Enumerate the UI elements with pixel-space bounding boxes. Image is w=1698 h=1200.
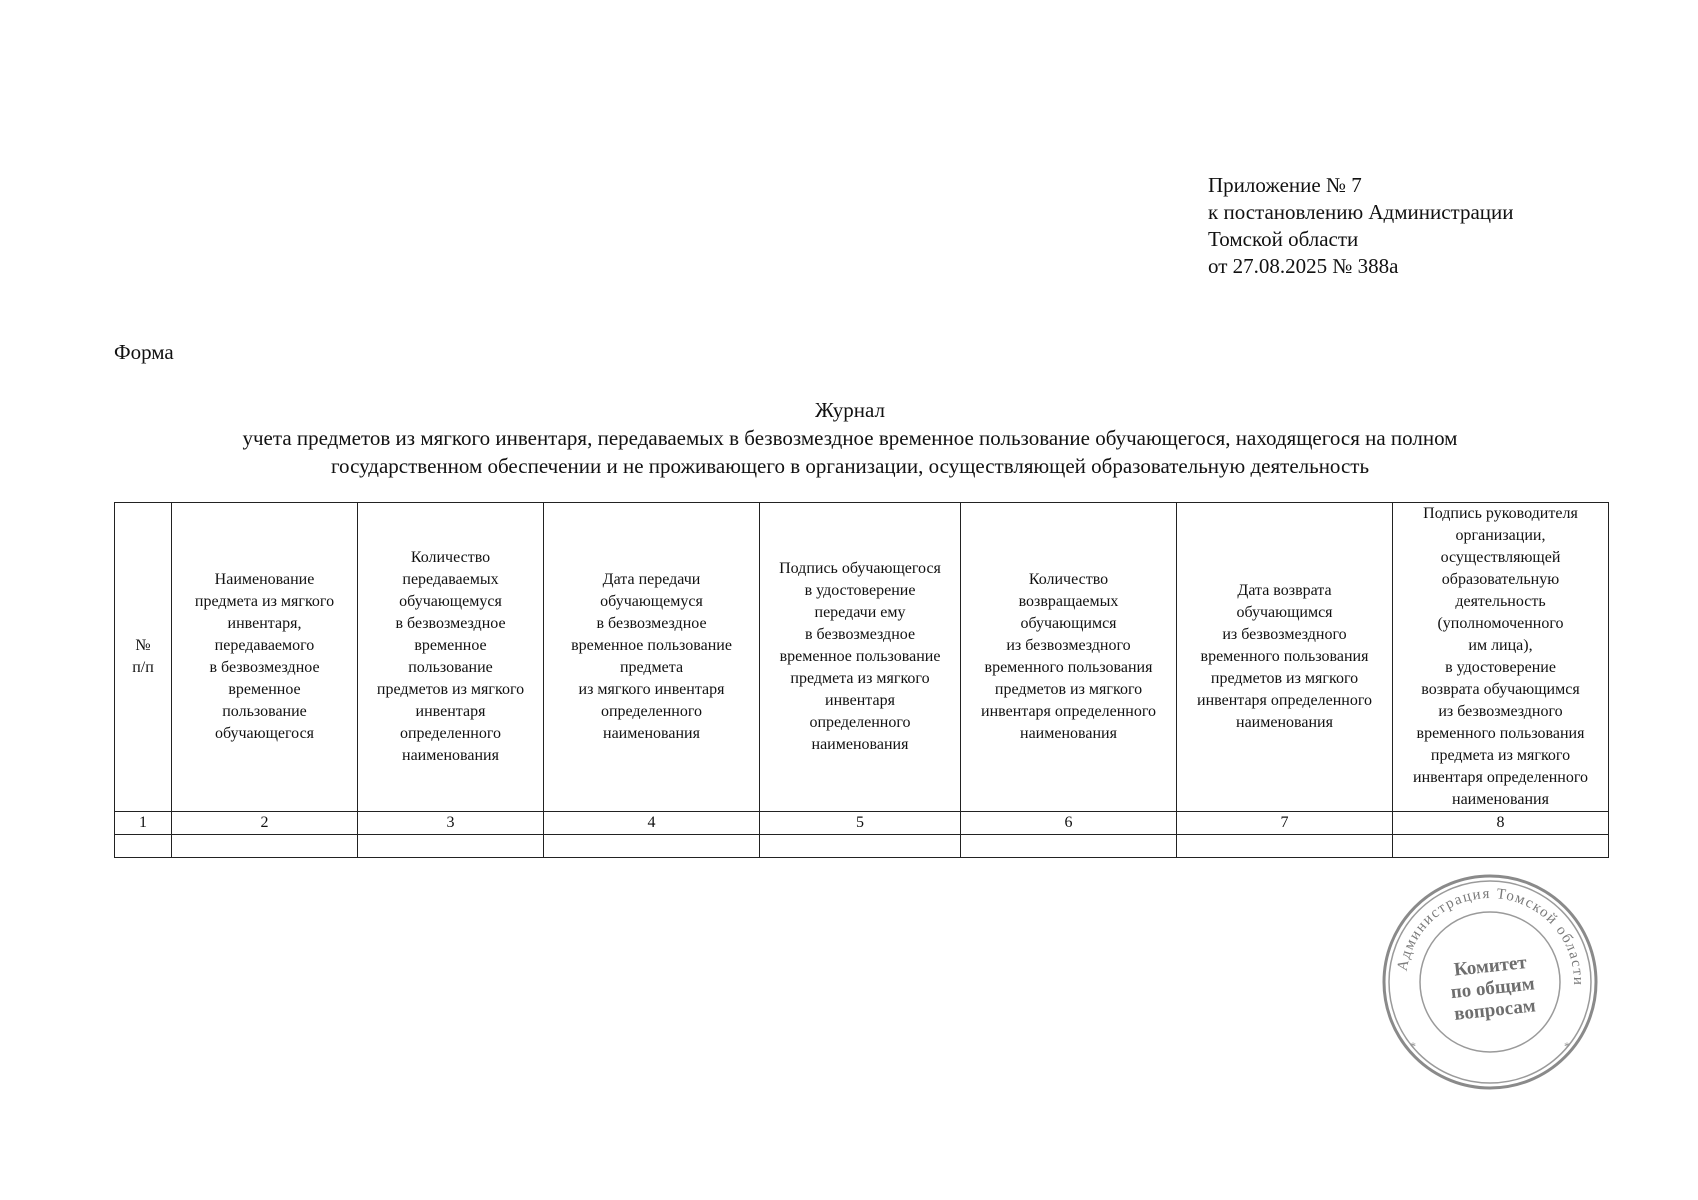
stamp-line-3: вопросам bbox=[1453, 995, 1537, 1025]
header-cell-student-signature: Подпись обучающегося в удостоверение передачи ему в безвозмездное временное пользование предмета из мягкого инвентаря определенного наименования bbox=[760, 503, 961, 812]
title-line-3: государственном обеспечении и не проживающего в организации, осуществляющей образовательную деятельность bbox=[330, 454, 1370, 478]
header-cell-quantity-issued: Количество передаваемых обучающемуся в безвозмездное временное пользование предметов из мягкого инвентаря определенного наименования bbox=[358, 503, 544, 812]
appendix-line-2: к постановлению Администрации bbox=[1208, 200, 1514, 224]
stamp-seal-icon bbox=[1380, 872, 1600, 1092]
header-cell-quantity-returned: Количество возвращаемых обучающимся из безвозмездного временного пользования предметов из мягкого инвентаря определенного наименования bbox=[961, 503, 1177, 812]
header-cell-date-returned: Дата возврата обучающимся из безвозмездного временного пользования предметов из мягкого инвентаря определенного наименования bbox=[1177, 503, 1393, 812]
column-number-cell: 2 bbox=[172, 812, 358, 835]
column-number-cell: 8 bbox=[1393, 812, 1609, 835]
official-stamp bbox=[1380, 872, 1600, 1092]
empty-entry-row bbox=[115, 835, 1609, 858]
journal-table bbox=[114, 502, 1609, 858]
header-cell-head-signature: Подпись руководителя организации, осуществляющей образовательную деятельность (уполномоченного им лица), в удостоверение возврата обучающимся из безвозмездного временного пользования предмета из мягкого инвентаря определенного наименования bbox=[1393, 503, 1609, 812]
svg-text:*: * bbox=[1410, 1039, 1416, 1053]
column-number-cell: 5 bbox=[760, 812, 961, 835]
appendix-line-4: от 27.08.2025 № 388а bbox=[1208, 254, 1399, 278]
title-line-1: Журнал bbox=[814, 398, 885, 422]
header-row bbox=[115, 503, 1609, 812]
empty-cell bbox=[760, 835, 961, 858]
svg-text:*: * bbox=[1564, 1039, 1570, 1053]
appendix-line-3: Томской области bbox=[1208, 227, 1359, 251]
empty-cell bbox=[544, 835, 760, 858]
empty-cell bbox=[961, 835, 1177, 858]
empty-cell bbox=[172, 835, 358, 858]
column-number-cell: 6 bbox=[961, 812, 1177, 835]
column-number-cell: 4 bbox=[544, 812, 760, 835]
empty-cell bbox=[1393, 835, 1609, 858]
column-number-cell: 3 bbox=[358, 812, 544, 835]
stamp-line-2: по общим bbox=[1449, 973, 1536, 1004]
appendix-block bbox=[1208, 172, 1514, 280]
stamp-ring-text: Администрация Томской области bbox=[1394, 885, 1587, 987]
appendix-line-1: Приложение № 7 bbox=[1208, 173, 1362, 197]
stamp-line-1: Комитет bbox=[1452, 952, 1528, 981]
header-cell-date-issued: Дата передачи обучающемуся в безвозмездное временное пользование предмета из мягкого инвентаря определенного наименования bbox=[544, 503, 760, 812]
title-line-2: учета предметов из мягкого инвентаря, передаваемых в безвозмездное временное пользование обучающегося, находящегося на полном bbox=[242, 426, 1458, 450]
column-number-cell: 7 bbox=[1177, 812, 1393, 835]
document-title bbox=[110, 396, 1590, 480]
empty-cell bbox=[358, 835, 544, 858]
header-cell-item-name: Наименование предмета из мягкого инвентаря, передаваемого в безвозмездное временное пользование обучающегося bbox=[172, 503, 358, 812]
header-cell-number: № п/п bbox=[115, 503, 172, 812]
column-number-cell: 1 bbox=[115, 812, 172, 835]
form-label: Форма bbox=[114, 340, 174, 364]
empty-cell bbox=[1177, 835, 1393, 858]
column-number-row bbox=[115, 812, 1609, 835]
empty-cell bbox=[115, 835, 172, 858]
